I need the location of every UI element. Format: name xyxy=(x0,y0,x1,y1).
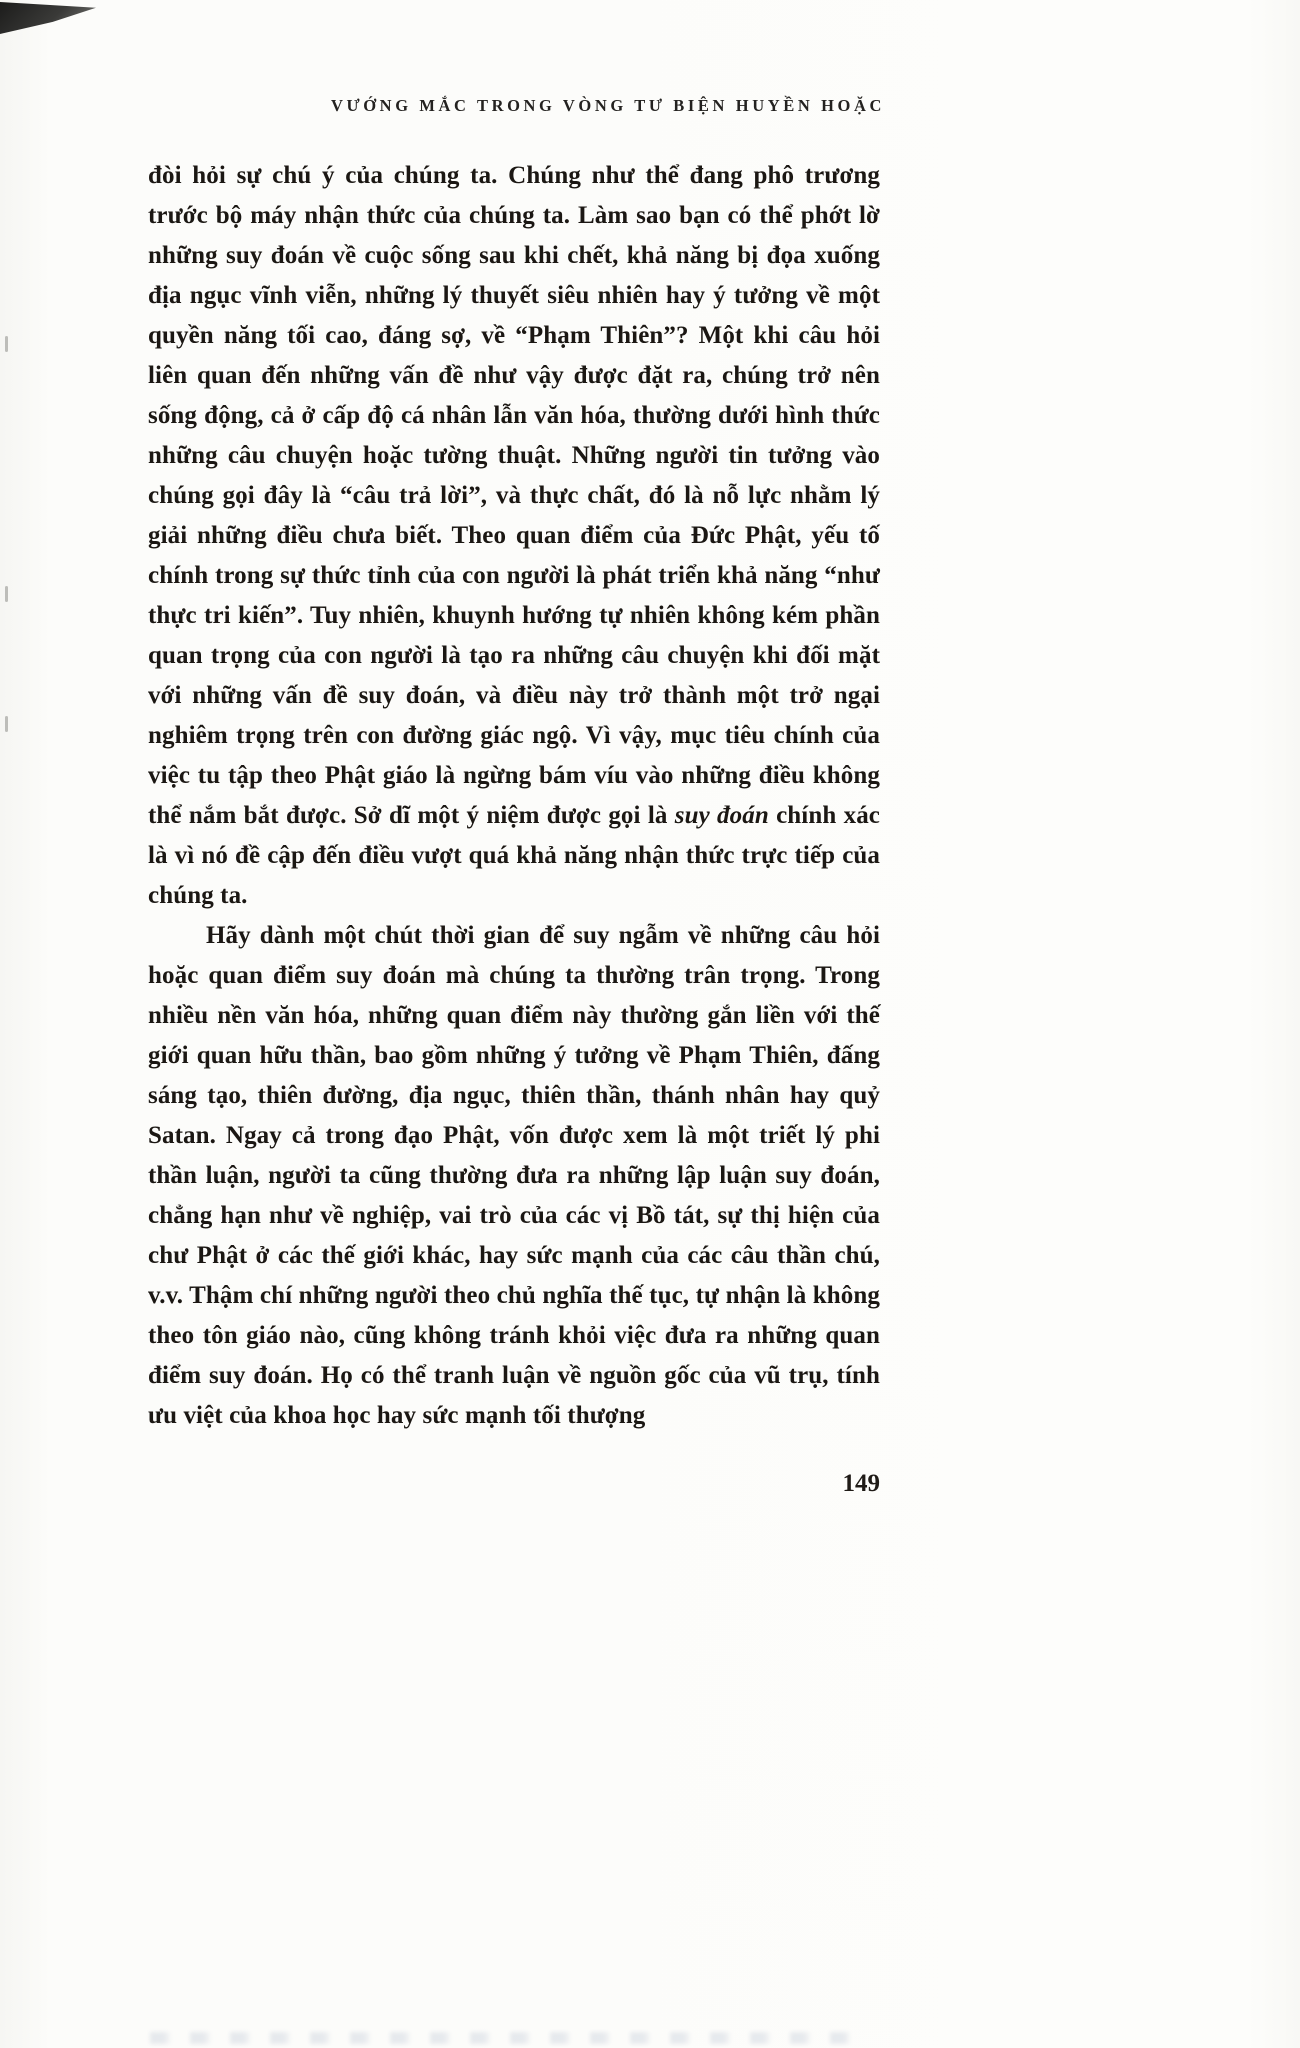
page-body xyxy=(148,156,880,1436)
scan-edge-mark xyxy=(5,336,8,352)
scan-edge-mark xyxy=(5,586,8,602)
paragraph-1-text-end: chính xác là vì nó đề cập đến điều vượt quá khả năng nhận thức trực tiếp của chúng ta. xyxy=(148,802,880,909)
paragraph-2: Hãy dành một chút thời gian để suy ngẫm về những câu hỏi hoặc quan điểm suy đoán mà chúng ta thường trân trọng. Trong nhiều nền văn hóa, những quan điểm này thường gắn liền với thế giới quan hữu thần, bao gồm những ý tưởng về Phạm Thiên, đấng sáng tạo, thiên đường, địa ngục, thiên thần, thánh nhân hay quỷ Satan. Ngay cả trong đạo Phật, vốn được xem là một triết lý phi thần luận, người ta cũng thường đưa ra những lập luận suy đoán, chẳng hạn như về nghiệp, vai trò của các vị Bồ tát, sự thị hiện của chư Phật ở các thế giới khác, hay sức mạnh của các câu thần chú, v.v. Thậm chí những người theo chủ nghĩa thế tục, tự nhận là không theo tôn giáo nào, cũng không tránh khỏi việc đưa ra những quan điểm suy đoán. Họ có thể tranh luận về nguồn gốc của vũ trụ, tính ưu việt của khoa học hay sức mạnh tối thượng xyxy=(148,922,880,1429)
scan-edge-mark xyxy=(5,716,8,732)
italic-term-suy-doan: suy đoán xyxy=(674,802,769,829)
running-header-title: VƯỚNG MẮC TRONG VÒNG TƯ BIỆN HUYỀN HOẶC xyxy=(331,96,885,115)
page-number: 149 xyxy=(842,1470,880,1497)
paragraph-1 xyxy=(148,156,880,916)
bottom-bleed-through-artifact xyxy=(150,2032,850,2044)
page-corner-fold xyxy=(0,2,96,34)
paragraph-1-text-start: đòi hỏi sự chú ý của chúng ta. Chúng như thể đang phô trương trước bộ máy nhận thức của chúng ta. Làm sao bạn có thể phớt lờ những suy đoán về cuộc sống sau khi chết, khả năng bị đọa xuống địa ngục vĩnh viễn, những lý thuyết siêu nhiên hay ý tưởng về một quyền năng tối cao, đáng sợ, về “Phạm Thiên”? Một khi câu hỏi liên quan đến những vấn đề như vậy được đặt ra, chúng trở nên sống động, cả ở cấp độ cá nhân lẫn văn hóa, thường dưới hình thức những câu chuyện hoặc tường thuật. Những người tin tưởng vào chúng gọi đây là “câu trả lời”, và thực chất, đó là nỗ lực nhằm lý giải những điều chưa biết. Theo quan điểm của Đức Phật, yếu tố chính trong sự thức tỉnh của con người là phát triển khả năng “như thực tri kiến”. Tuy nhiên, khuynh hướng tự nhiên không kém phần quan trọng của con người là tạo ra những câu chuyện khi đối mặt với những vấn đề suy đoán, và điều này trở thành một trở ngại nghiêm trọng trên con đường giác ngộ. Vì vậy, mục tiêu chính của việc tu tập theo Phật giáo là ngừng bám víu vào những điều không thể nắm bắt được. Sở dĩ một ý niệm được gọi là xyxy=(148,162,880,829)
